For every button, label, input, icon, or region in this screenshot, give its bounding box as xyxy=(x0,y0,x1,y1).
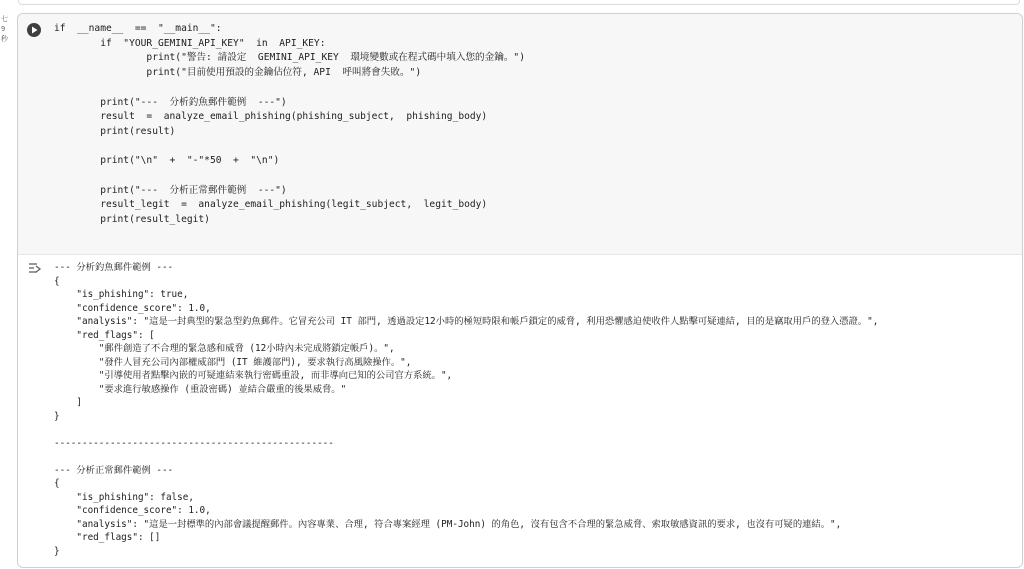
execution-time-line3: 秒 xyxy=(1,35,8,43)
output-line: "red_flags": [] xyxy=(54,532,161,543)
code-line: print("目前使用預設的金鑰佔位符, API 呼叫將會失敗。") xyxy=(54,67,422,79)
output-line: "confidence_score": 1.0, xyxy=(54,505,211,516)
code-line: print(result_legit) xyxy=(54,214,210,226)
code-line: if __name__ == "__main__": xyxy=(54,23,222,34)
execution-time-line1: 七 xyxy=(1,15,8,23)
output-line: "analysis": "這是一封標準的內部會議提醒郵件。內容專業、合理, 符合專案經理 (PM-John) 的角色, 沒有包含不合理的緊急威脅、索取敏感資訊的要求, 也沒有可疑的連結。", xyxy=(54,518,842,530)
code-cell[interactable] xyxy=(17,13,1023,568)
code-line: print(result) xyxy=(54,125,176,137)
output-line: "red_flags": [ xyxy=(54,329,155,341)
output-line: ] xyxy=(54,397,82,408)
output-line: "is_phishing": false, xyxy=(54,491,194,503)
code-line: result_legit = analyze_email_phishing(legit_subject, legit_body) xyxy=(54,199,488,211)
output-line: --- 分析正常郵件範例 --- xyxy=(54,464,174,476)
code-line: print("警告: 請設定 GEMINI_API_KEY 環境變數或在程式碼中填入您的金鑰。") xyxy=(54,52,525,64)
output-line: -------------------------------------------------- xyxy=(54,437,334,449)
output-line: } xyxy=(54,545,60,557)
previous-cell-edge xyxy=(18,0,1020,5)
output-line: "發件人冒充公司內部權威部門 (IT 維護部門), 要求執行高風險操作。", xyxy=(54,356,412,368)
code-line: print("\n" + "-"*50 + "\n") xyxy=(54,155,280,167)
execution-time xyxy=(1,14,15,44)
code-line: if "YOUR_GEMINI_API_KEY" in API_KEY: xyxy=(54,37,326,49)
output-line: --- 分析釣魚郵件範例 --- xyxy=(54,262,174,273)
code-line: result = analyze_email_phishing(phishing_subject, phishing_body) xyxy=(54,111,488,123)
output-line: { xyxy=(54,478,60,489)
code-line: print("--- 分析正常郵件範例 ---") xyxy=(54,184,287,196)
execution-time-line2: 9 xyxy=(1,25,6,33)
output-toggle-icon[interactable] xyxy=(28,262,44,274)
output-line: { xyxy=(54,275,60,287)
code-text[interactable] xyxy=(54,22,525,228)
run-cell-button[interactable] xyxy=(27,23,41,37)
cell-output xyxy=(54,261,878,558)
code-line: print("--- 分析釣魚郵件範例 ---") xyxy=(54,96,287,108)
output-line: "is_phishing": true, xyxy=(54,289,189,300)
output-divider xyxy=(18,254,1022,255)
output-line: "郵件創造了不合理的緊急感和威脅 (12小時內未完成將鎖定帳戶)。", xyxy=(54,343,395,354)
output-line: "analysis": "這是一封典型的緊急型釣魚郵件。它冒充公司 IT 部門, 透過設定12小時的極短時限和帳戶鎖定的威脅, 利用恐懼感迫使收件人點擊可疑連結, 目的是竊取用戶的登入憑證。", xyxy=(54,316,879,327)
code-editor[interactable] xyxy=(18,14,1022,254)
output-line: "引導使用者點擊內嵌的可疑連結來執行密碼重設, 而非導向已知的公司官方系統。", xyxy=(54,370,453,381)
play-icon xyxy=(31,26,38,34)
output-line: } xyxy=(54,410,60,422)
output-line: "要求進行敏感操作 (重設密碼) 並結合嚴重的後果威脅。" xyxy=(54,383,347,395)
output-line: "confidence_score": 1.0, xyxy=(54,302,211,314)
